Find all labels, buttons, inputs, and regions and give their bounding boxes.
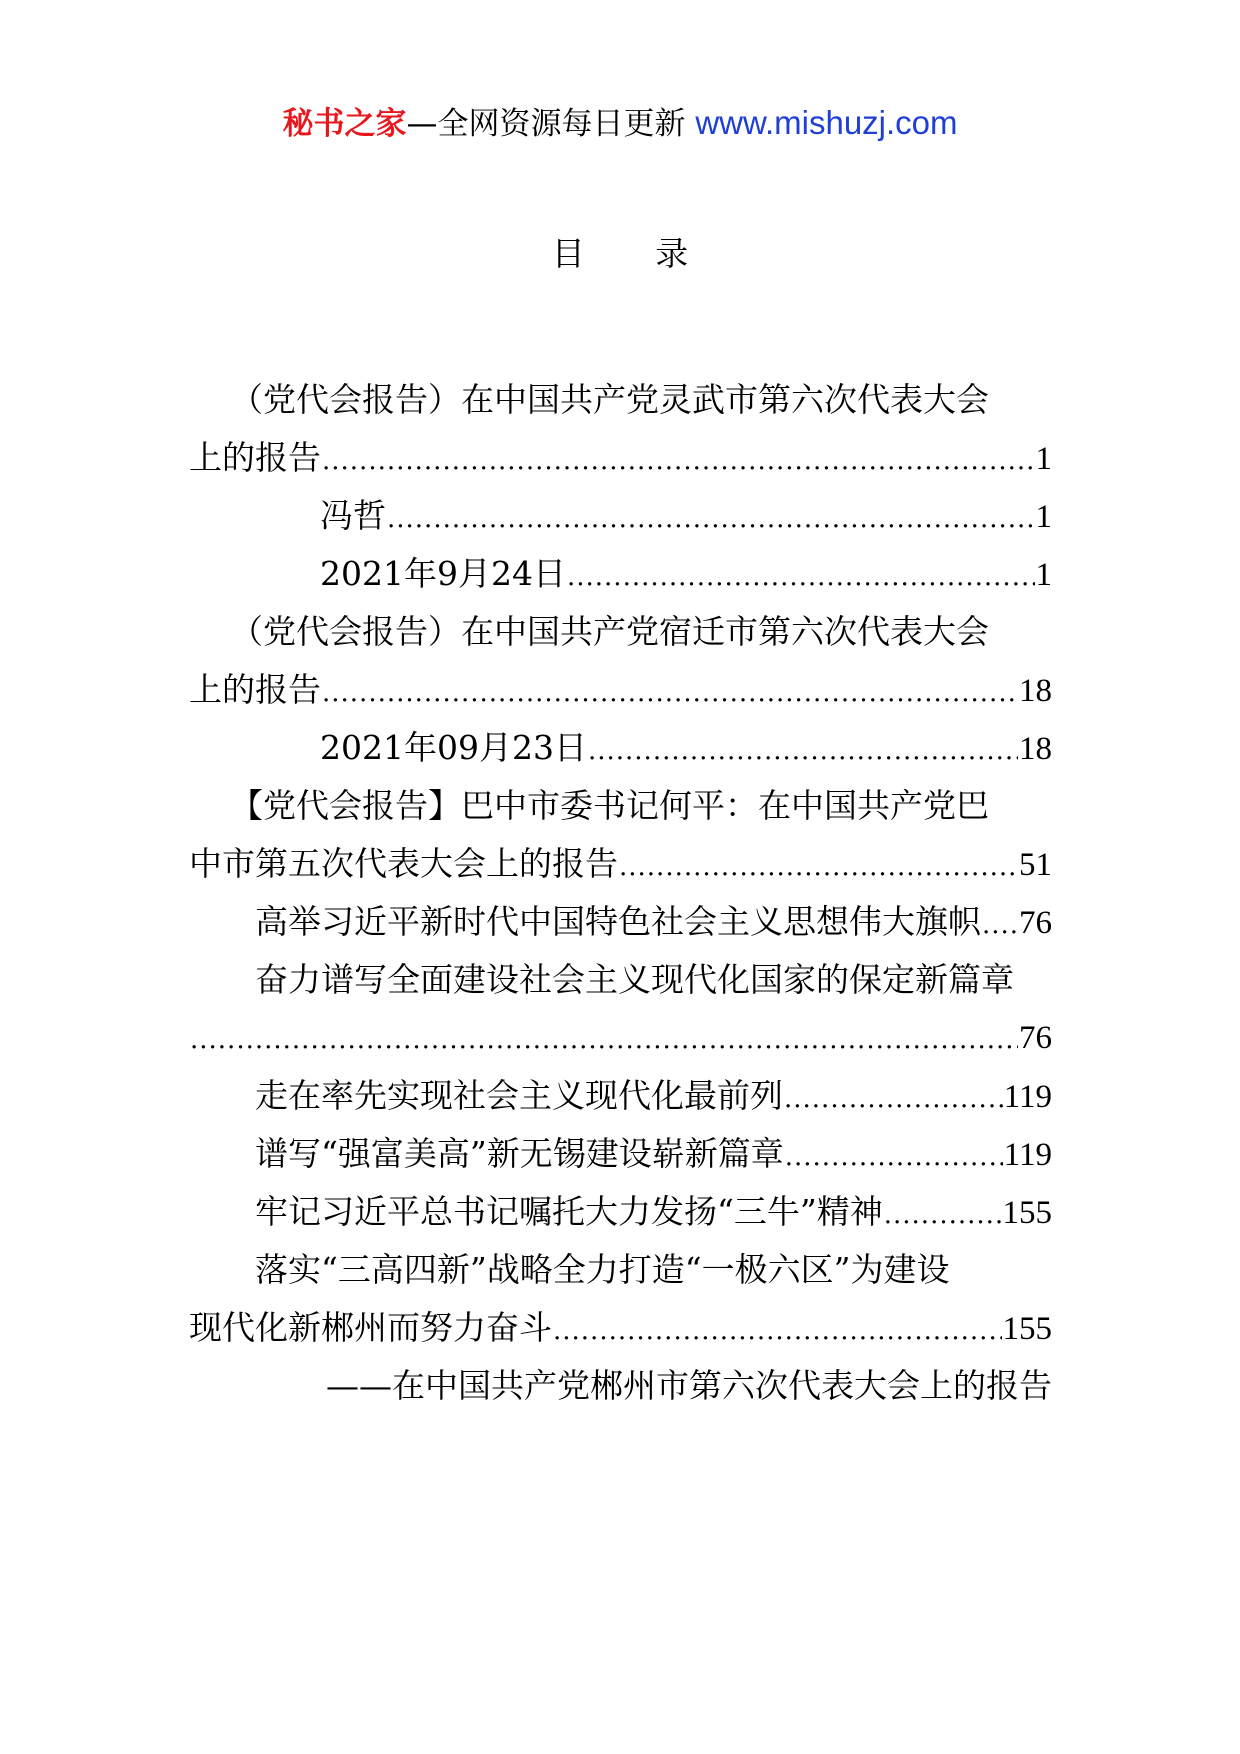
toc-entry[interactable] xyxy=(320,552,1052,596)
toc-entry[interactable] xyxy=(320,494,1052,538)
header-tagline: —全网资源每日更新 xyxy=(406,106,686,142)
toc-entry[interactable] xyxy=(255,900,1052,944)
toc-entry-title-line: 中市第五次代表大会上的报告 xyxy=(189,844,618,883)
toc-entry-title-line[interactable]: 落实“三高四新”战略全力打造“一极六区”为建设 xyxy=(255,1250,950,1289)
toc-leader-dots xyxy=(322,671,1018,715)
toc-entry-title: 2021年09月23日 xyxy=(320,728,587,767)
toc-leader-dots xyxy=(884,1193,1002,1237)
toc-leader-dots xyxy=(785,1135,1003,1179)
toc-entry-title: 冯哲 xyxy=(320,496,386,535)
toc-entry[interactable] xyxy=(255,1074,1052,1118)
toc-leader-dots xyxy=(387,497,1035,541)
toc-leader-dots xyxy=(553,1309,1002,1353)
toc-page-number: 119 xyxy=(1003,1079,1052,1115)
toc-page-number: 155 xyxy=(1002,1195,1052,1231)
toc-page-number: 18 xyxy=(1019,731,1052,767)
toc-leader-dots xyxy=(619,845,1018,889)
site-url-link[interactable]: www.mishuzj.com xyxy=(695,104,958,141)
toc-entry[interactable] xyxy=(189,436,1052,480)
toc-leader-dots xyxy=(784,1077,1003,1121)
toc-entry[interactable] xyxy=(255,1190,1052,1234)
toc-entry-title: 牢记习近平总书记嘱托大力发扬“三牛”精神 xyxy=(255,1192,883,1231)
toc-page-number: 76 xyxy=(1019,1020,1052,1056)
toc-entry[interactable] xyxy=(320,726,1052,770)
toc-entry-title-line: 上的报告 xyxy=(189,438,321,477)
toc-page-number: 119 xyxy=(1003,1137,1052,1173)
toc-entry[interactable] xyxy=(189,1306,1052,1350)
toc-entry-title-line[interactable]: （党代会报告）在中国共产党灵武市第六次代表大会 xyxy=(230,380,989,419)
page-title: 目 录 xyxy=(551,234,719,273)
toc-entry[interactable] xyxy=(189,668,1052,712)
toc-entry-title: 谱写“强富美高”新无锡建设崭新篇章 xyxy=(255,1134,784,1173)
toc-leader-dots xyxy=(190,1018,1018,1062)
toc-entry[interactable] xyxy=(189,842,1052,886)
toc-page-number: 155 xyxy=(1002,1311,1052,1347)
toc-page-number: 1 xyxy=(1035,441,1052,477)
toc-entry-title-line[interactable]: （党代会报告）在中国共产党宿迁市第六次代表大会 xyxy=(230,612,989,651)
toc-leader-dots xyxy=(588,729,1018,773)
toc-leader-dots xyxy=(322,439,1035,483)
toc-leader-dots xyxy=(567,555,1035,599)
toc-entry-title-line[interactable]: 奋力谱写全面建设社会主义现代化国家的保定新篇章 xyxy=(255,960,1014,999)
toc-page-number: 1 xyxy=(1035,557,1052,593)
toc-leader-dots xyxy=(982,903,1018,947)
toc-page-number: 18 xyxy=(1019,673,1052,709)
toc-entry[interactable] xyxy=(255,1132,1052,1176)
toc-entry-title-line: 上的报告 xyxy=(189,670,321,709)
toc-entry-title: 走在率先实现社会主义现代化最前列 xyxy=(255,1076,783,1115)
brand-name: 秘书之家 xyxy=(282,106,407,142)
toc-entry-title-line[interactable]: 【党代会报告】巴中市委书记何平：在中国共产党巴 xyxy=(230,786,989,825)
toc-page-number: 1 xyxy=(1035,499,1052,535)
toc-entry-title-line: 现代化新郴州而努力奋斗 xyxy=(189,1308,552,1347)
toc-entry-title: 2021年9月24日 xyxy=(320,554,566,593)
toc-entry-title: 高举习近平新时代中国特色社会主义思想伟大旗帜 xyxy=(255,902,981,941)
toc-subtitle[interactable]: ——在中国共产党郴州市第六次代表大会上的报告 xyxy=(326,1366,1052,1405)
toc-page-number: 76 xyxy=(1019,905,1052,941)
toc-page-number: 51 xyxy=(1019,847,1052,883)
toc-entry[interactable] xyxy=(189,1016,1052,1060)
